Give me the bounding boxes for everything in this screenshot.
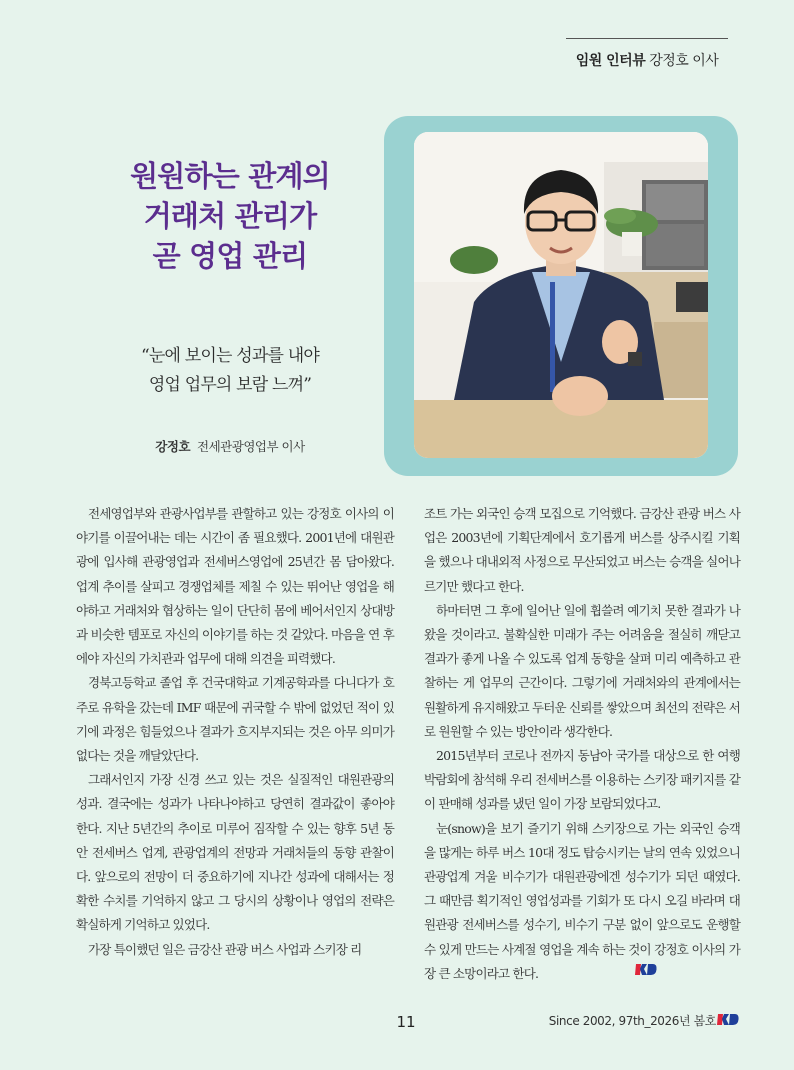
byline-title: 전세관광영업부 이사 bbox=[197, 439, 305, 454]
quote-line: “눈에 보이는 성과를 내야 bbox=[141, 346, 319, 366]
body-paragraph: 하마터면 그 후에 일어난 일에 휩쓸려 예기치 못한 결과가 나왔을 것이라고. 불확실한 미래가 주는 어려움을 절실히 깨닫고 결과가 좋게 나올 수 있도록 업계 동향을 살펴 미리 예측하고 관찰하는 게 업무의 근간이다. 그렇기에 거래처와의 관계에서는 원활하게 유지해왔고 두터운 신뢰를 쌓았으며 최선의 전략은 서로 원원할 수 있는 방안이라 생각한다. bbox=[424, 602, 740, 739]
body-paragraph: 눈(snow)을 보기 즐기기 위해 스키장으로 가는 외국인 승객을 많게는 하루 버스 10대 정도 탑승시키는 날의 연속 있었으니 관광업계 겨울 비수기가 대원관광에겐 성수기가 되던 때였다. 그 때만큼 획기적인 영업성과를 기회가 또 다시 오길 바라며 대원관광 전세버스를 성수기, 비수기 구분 없이 앞으로도 운행할 수 있게 만드는 사계절 영업을 계속 하는 것이 강정호 이사의 가장 큰 소망이라고 한다. bbox=[424, 820, 740, 981]
byline-name: 강정호 bbox=[155, 439, 191, 454]
byline bbox=[60, 437, 400, 455]
article-column-left bbox=[76, 502, 394, 962]
headline-line: 원원하는 관계의 bbox=[130, 159, 330, 193]
body-paragraph: 조트 가는 외국인 승객 모집으로 기억했다. 금강산 관광 버스 사업은 2003년에 기획단계에서 호기롭게 버스를 상주시킬 기획을 했으나 대내외적 사정으로 무산되었고 버스는 승객을 실어나르기만 했다고 한다. bbox=[424, 506, 740, 594]
headline-line: 거래처 관리가 bbox=[143, 199, 317, 233]
section-person: 강정호 이사 bbox=[649, 53, 719, 69]
body-paragraph: 2015년부터 코로나 전까지 동남아 국가를 대상으로 한 여행 박람회에 참석해 우리 전세버스를 이용하는 스키장 패키지를 같이 판매해 성과를 냈던 일이 가장 보람되었다고. bbox=[424, 748, 740, 812]
kd-logo-icon bbox=[717, 1013, 739, 1026]
body-paragraph: 가장 특이했던 일은 금강산 관광 버스 사업과 스키장 리 bbox=[88, 941, 362, 957]
photo-frame bbox=[384, 116, 738, 476]
section-tag bbox=[566, 50, 728, 70]
page-number: 11 bbox=[396, 1013, 416, 1031]
body-paragraph: 전세영업부와 관광사업부를 관할하고 있는 강정호 이사의 이야기를 이끌어내는 데는 시간이 좀 필요했다. 2001년에 대원관광에 입사해 관광영업과 전세버스영업에 25년간 몸 담아왔다. 업계 추이를 살피고 경쟁업체를 제칠 수 있는 뛰어난 영업을 해야하고 거래처와 협상하는 일이 단단히 몸에 베어서인지 상대방과 비슷한 템포로 자신의 이야기를 하는 것 같았다. 마음을 연 후에야 자신의 가치관과 업무에 대해 의견을 피력했다. bbox=[76, 506, 394, 667]
headline bbox=[60, 156, 400, 276]
header-rule bbox=[566, 38, 728, 39]
portrait-illustration bbox=[414, 132, 708, 458]
quote-line: 영업 업무의 보람 느껴” bbox=[148, 375, 312, 395]
body-paragraph: 경북고등학교 졸업 후 건국대학교 기계공학과를 다니다가 호주로 유학을 갔는데 IMF 때문에 귀국할 수 밖에 없었던 적이 있기에 과정은 힘들었으나 결과가 흐지부지되는 것은 아무 의미가 없다는 것을 깨달았단다. bbox=[76, 675, 394, 764]
headline-line: 곧 영업 관리 bbox=[152, 239, 308, 273]
portrait-photo bbox=[414, 132, 708, 458]
pull-quote bbox=[60, 342, 400, 400]
issue-info: Since 2002, 97th_2026년 봄호 bbox=[548, 1014, 716, 1028]
kd-logo-icon bbox=[635, 963, 657, 976]
section-label: 임원 인터뷰 bbox=[575, 53, 646, 69]
body-paragraph: 그래서인지 가장 신경 쓰고 있는 것은 실질적인 대원관광의 성과. 결국에는 성과가 나타나야하고 당연히 결과값이 좋아야 한다. 지난 5년간의 추이로 미루어 짐작할 수 있는 향후 5년 동안 전세버스 업계, 관광업계의 전망과 거래처들의 동향 관찰이다. 앞으로의 전망이 더 중요하기에 지나간 성과에 대해서는 정확한 수치를 기억하지 않고 그 당시의 상황이나 영업의 전략은 확실하게 기억하고 있었다. bbox=[76, 772, 394, 933]
article-column-right bbox=[424, 502, 740, 986]
